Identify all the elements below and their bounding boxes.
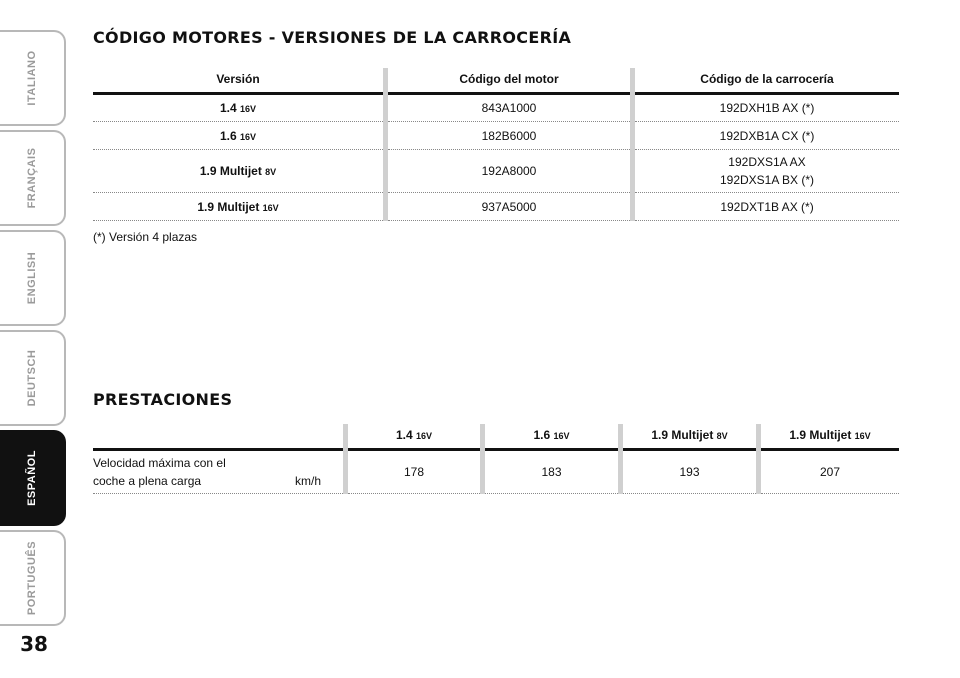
col-header-version (483, 424, 621, 450)
col-header-body-code: Código de la carrocería (633, 68, 900, 94)
page-number: 38 (20, 632, 48, 656)
cell-body-code (633, 150, 900, 193)
cell-value: 178 (346, 450, 483, 494)
cell-label (93, 450, 346, 494)
body-code-line: 192DXS1A BX (*) (719, 173, 815, 187)
table-row (93, 450, 899, 494)
performance-table (93, 424, 899, 494)
version-name: 1.6 (219, 128, 237, 143)
valves-label: 8V (265, 166, 277, 177)
version-name: 1.4 (219, 101, 237, 115)
valves-label: 16V (240, 131, 257, 142)
engine-codes-table (93, 68, 899, 221)
tab-label: ENGLISH (26, 251, 38, 305)
valves-label: 16V (416, 431, 433, 441)
cell-version (93, 150, 386, 193)
valves-label: 16V (240, 104, 257, 114)
tab-label: FRANÇAIS (26, 147, 38, 209)
valves-label: 16V (553, 431, 570, 441)
tab-portugues[interactable] (0, 530, 66, 626)
cell-version (93, 193, 386, 221)
cell-engine-code: 192A8000 (386, 150, 633, 193)
col-header-version (346, 424, 483, 450)
cell-value: 183 (483, 450, 621, 494)
table-header-row (93, 68, 899, 94)
col-header-version (759, 424, 900, 450)
version-name: 1.6 (533, 428, 551, 442)
col-header-empty (93, 424, 346, 450)
tab-label: DEUTSCH (26, 349, 38, 407)
valves-label: 8V (716, 431, 728, 441)
version-name: 1.9 Multijet (651, 428, 714, 442)
version-name: 1.9 Multijet (789, 428, 852, 442)
row-label-line: coche a plena carga (93, 474, 202, 488)
section-title-engine-codes: CÓDIGO MOTORES - VERSIONES DE LA CARROCERÍA (93, 28, 572, 47)
unit-label: km/h (294, 474, 321, 488)
tab-deutsch[interactable] (0, 330, 66, 426)
tab-label: PORTUGUÊS (26, 540, 38, 616)
col-header-engine-code: Código del motor (386, 68, 633, 94)
cell-engine-code: 843A1000 (386, 94, 633, 122)
tab-english[interactable] (0, 230, 66, 326)
cell-body-code: 192DXT1B AX (*) (633, 193, 900, 221)
cell-version (93, 94, 386, 122)
cell-body-code: 192DXH1B AX (*) (633, 94, 900, 122)
table-header-row (93, 424, 899, 450)
cell-body-code: 192DXB1A CX (*) (633, 122, 900, 150)
table-row (93, 193, 899, 221)
section-title-performance: PRESTACIONES (93, 390, 233, 409)
table-row (93, 94, 899, 122)
tab-italiano[interactable] (0, 30, 66, 126)
cell-value: 193 (621, 450, 759, 494)
body-code-line: 192DXS1A AX (728, 155, 806, 169)
cell-engine-code: 937A5000 (386, 193, 633, 221)
col-header-version (621, 424, 759, 450)
version-name: 1.9 Multijet (199, 163, 262, 178)
table-row (93, 150, 899, 193)
version-name: 1.4 (395, 428, 413, 442)
valves-label: 16V (854, 431, 871, 441)
tab-espanol[interactable] (0, 430, 66, 526)
cell-value: 207 (759, 450, 900, 494)
tab-label: ESPAÑOL (26, 450, 38, 506)
tab-label: ITALIANO (26, 50, 38, 106)
tab-francais[interactable] (0, 130, 66, 226)
col-header-version: Versión (93, 68, 386, 94)
footnote: (*) Versión 4 plazas (93, 230, 198, 244)
row-label-line: Velocidad máxima con el (93, 456, 226, 470)
version-name: 1.9 Multijet (197, 199, 260, 214)
table-row (93, 122, 899, 150)
cell-version (93, 122, 386, 150)
valves-label: 16V (262, 202, 279, 213)
cell-engine-code: 182B6000 (386, 122, 633, 150)
